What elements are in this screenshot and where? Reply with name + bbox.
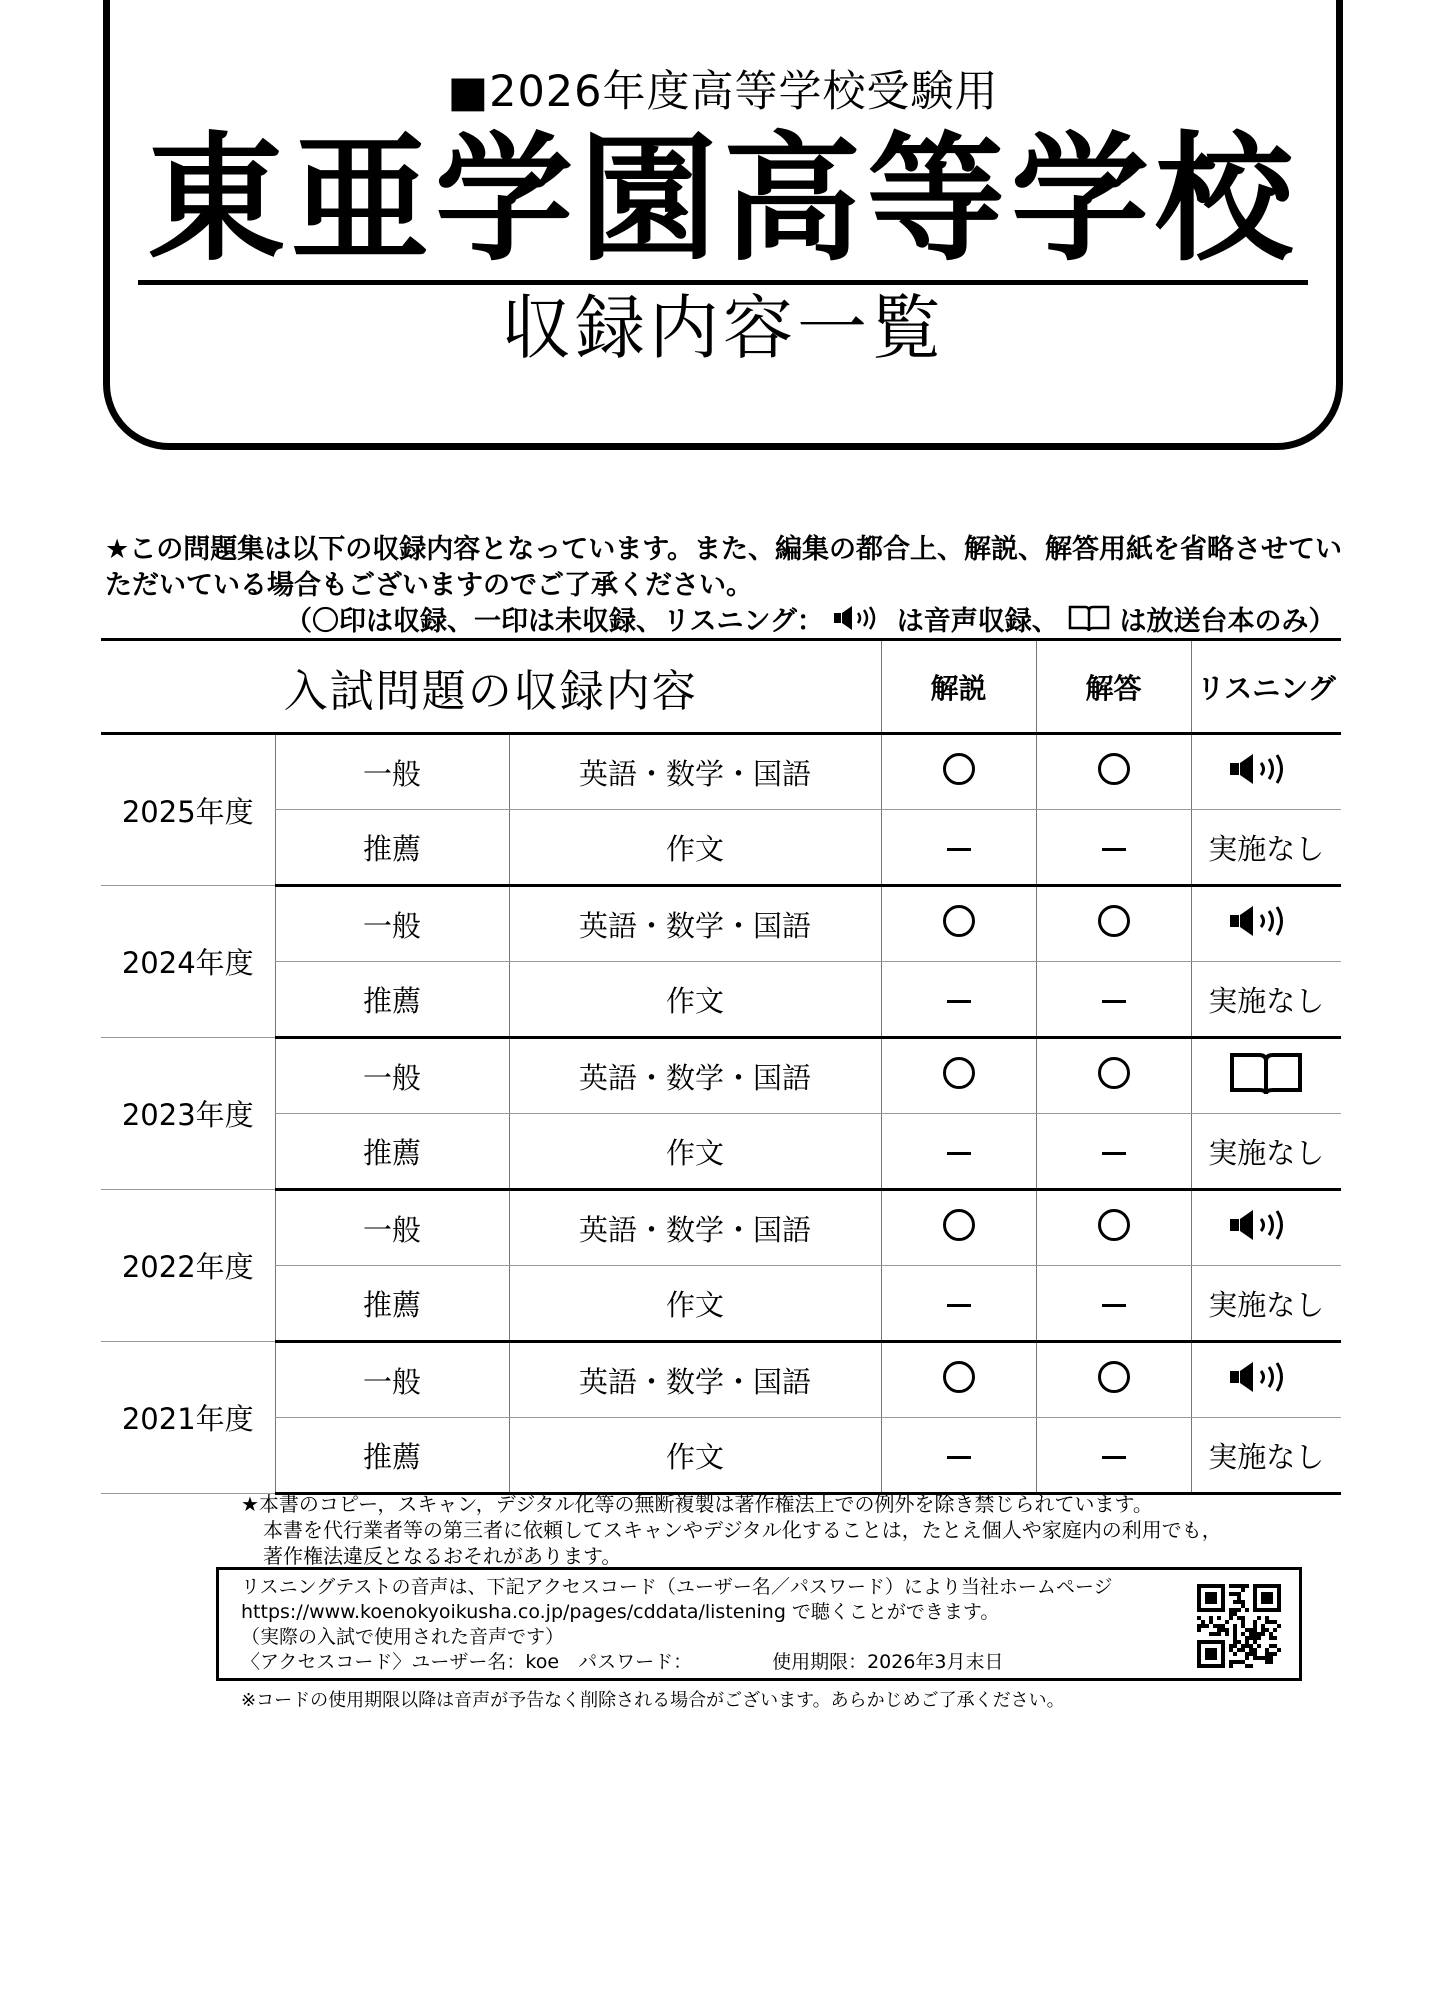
table-row [101, 1190, 1341, 1266]
year-cell: 2021年度 [101, 1342, 275, 1494]
open-book-icon [1068, 604, 1110, 641]
answer-cell [1036, 810, 1191, 886]
dash-mark-icon [1102, 1456, 1126, 1459]
listening-cell [1191, 1038, 1341, 1114]
subjects-cell: 作文 [509, 810, 881, 886]
explanation-cell [881, 1342, 1036, 1418]
listening-cell [1191, 810, 1341, 886]
notice-line-1: ★本書のコピー，スキャン，デジタル化等の無断複製は著作権法上での例外を除き禁じられています。 [241, 1492, 1153, 1516]
circle-mark-icon [1098, 753, 1130, 785]
table-header-row [101, 640, 1341, 734]
explanation-cell [881, 734, 1036, 810]
listening-cell [1191, 1342, 1341, 1418]
speaker-icon [1228, 904, 1304, 938]
dash-mark-icon [947, 1304, 971, 1307]
listening-cell [1191, 1418, 1341, 1494]
listening-cell [1191, 1190, 1341, 1266]
access-code-label: 〈アクセスコード〉ユーザー名：koe パスワード： [241, 1651, 693, 1673]
speaker-icon [1228, 759, 1304, 793]
table-row [101, 886, 1341, 962]
access-line-1: リスニングテストの音声は、下記アクセスコード（ユーザー名／パスワード）により当社ホームページ [241, 1576, 1113, 1598]
answer-cell [1036, 962, 1191, 1038]
circle-mark-icon [1098, 1361, 1130, 1393]
year-cell: 2022年度 [101, 1190, 275, 1342]
access-line-3: （実際の入試で使用された音声です） [241, 1626, 565, 1648]
listening-text: 実施なし [1208, 1439, 1325, 1474]
answer-cell [1036, 1266, 1191, 1342]
explanation-cell [881, 1114, 1036, 1190]
footnote: ※コードの使用期限以降は音声が予告なく削除される場合がございます。あらかじめご了承ください。 [241, 1690, 1065, 1711]
exam-type-cell: 一般 [275, 734, 509, 810]
table-row [101, 962, 1341, 1038]
access-line-2: https://www.koenokyoikusha.co.jp/pages/cddata/listening で聴くことができます。 [241, 1601, 1000, 1623]
copyright-notice [241, 1491, 1222, 1569]
listening-cell [1191, 1114, 1341, 1190]
circle-mark-icon [943, 905, 975, 937]
answer-cell [1036, 1038, 1191, 1114]
header-listening: リスニング [1191, 640, 1341, 734]
speaker-icon [833, 605, 887, 640]
answer-cell [1036, 1418, 1191, 1494]
table-row [101, 1266, 1341, 1342]
table-row [101, 734, 1341, 810]
subjects-cell: 英語・数学・国語 [509, 1038, 881, 1114]
listening-cell [1191, 1266, 1341, 1342]
dash-mark-icon [947, 1152, 971, 1155]
header-explanation: 解説 [881, 640, 1036, 734]
table-row [101, 1114, 1341, 1190]
exam-type-cell: 一般 [275, 1038, 509, 1114]
subjects-cell: 英語・数学・国語 [509, 734, 881, 810]
subjects-cell: 作文 [509, 1114, 881, 1190]
listening-text: 実施なし [1208, 1287, 1325, 1322]
answer-cell [1036, 1190, 1191, 1266]
subjects-cell: 作文 [509, 1266, 881, 1342]
dash-mark-icon [947, 848, 971, 851]
listening-text: 実施なし [1208, 983, 1325, 1018]
open-book-icon [1229, 1069, 1303, 1103]
speaker-icon [1228, 911, 1304, 945]
open-book-icon [1229, 1050, 1303, 1096]
legend-text-1: （〇印は収録、一印は未収録、リスニング： [285, 606, 824, 637]
listening-cell [1191, 734, 1341, 810]
answer-cell [1036, 1114, 1191, 1190]
qr-code-icon[interactable] [1197, 1584, 1281, 1668]
exam-type-cell: 推薦 [275, 1266, 509, 1342]
title-underline [138, 280, 1308, 285]
header-answer: 解答 [1036, 640, 1191, 734]
dash-mark-icon [1102, 1152, 1126, 1155]
school-name-title: 東亜学園高等学校 [146, 119, 1299, 280]
explanation-cell [881, 1038, 1036, 1114]
speaker-icon [1228, 1367, 1304, 1401]
exam-type-cell: 推薦 [275, 810, 509, 886]
exam-type-cell: 推薦 [275, 962, 509, 1038]
subjects-cell: 英語・数学・国語 [509, 1190, 881, 1266]
circle-mark-icon [943, 1057, 975, 1089]
subjects-cell: 作文 [509, 962, 881, 1038]
listening-text: 実施なし [1208, 1135, 1325, 1170]
access-expiry: 使用期限：2026年3月末日 [772, 1651, 1004, 1673]
table-row [101, 1038, 1341, 1114]
explanation-cell [881, 1266, 1036, 1342]
dash-mark-icon [1102, 848, 1126, 851]
legend-text-3: は放送台本のみ） [1119, 606, 1336, 637]
listening-cell [1191, 886, 1341, 962]
table-row [101, 810, 1341, 886]
notice-line-2: 本書を代行業者等の第三者に依頼してスキャンやデジタル化することは，たとえ個人や家庭内の利用でも， [263, 1518, 1222, 1542]
explanation-cell [881, 962, 1036, 1038]
speaker-icon [1228, 752, 1304, 786]
answer-cell [1036, 734, 1191, 810]
speaker-icon [1228, 1215, 1304, 1249]
access-code-line [241, 1650, 1113, 1675]
exam-type-cell: 推薦 [275, 1114, 509, 1190]
exam-type-cell: 推薦 [275, 1418, 509, 1494]
subjects-cell: 英語・数学・国語 [509, 1342, 881, 1418]
table-row [101, 1342, 1341, 1418]
year-cell: 2024年度 [101, 886, 275, 1038]
table-row [101, 1418, 1341, 1494]
circle-mark-icon [1098, 1057, 1130, 1089]
circle-mark-icon [943, 1361, 975, 1393]
answer-cell [1036, 886, 1191, 962]
dash-mark-icon [1102, 1000, 1126, 1003]
year-cell: 2025年度 [101, 734, 275, 886]
speaker-icon [1228, 1360, 1304, 1394]
explanation-cell [881, 810, 1036, 886]
subjects-cell: 作文 [509, 1418, 881, 1494]
explanation-cell [881, 1418, 1036, 1494]
notice-line-3: 著作権法違反となるおそれがあります。 [263, 1544, 622, 1568]
explanation-cell [881, 886, 1036, 962]
circle-mark-icon [1098, 905, 1130, 937]
dash-mark-icon [947, 1456, 971, 1459]
exam-type-cell: 一般 [275, 1342, 509, 1418]
subjects-cell: 英語・数学・国語 [509, 886, 881, 962]
year-cell: 2023年度 [101, 1038, 275, 1190]
access-code-box [216, 1567, 1302, 1681]
listening-cell [1191, 962, 1341, 1038]
dash-mark-icon [947, 1000, 971, 1003]
exam-year-label: ■2026年度高等学校受験用 [447, 67, 999, 117]
circle-mark-icon [943, 1209, 975, 1241]
legend-text-2: は音声収録、 [896, 606, 1059, 637]
speaker-icon [1228, 1208, 1304, 1242]
contents-table [101, 638, 1341, 1495]
dash-mark-icon [1102, 1304, 1126, 1307]
header-main: 入試問題の収録内容 [101, 640, 881, 734]
title-box [103, 0, 1343, 450]
intro-note: ★この問題集は以下の収録内容となっています。また、編集の都合上、解説、解答用紙を省略させていただいている場合もございますのでご了承ください。 [105, 534, 1343, 601]
circle-mark-icon [943, 753, 975, 785]
exam-type-cell: 一般 [275, 1190, 509, 1266]
answer-cell [1036, 1342, 1191, 1418]
listening-text: 実施なし [1208, 831, 1325, 866]
legend [285, 604, 1336, 641]
circle-mark-icon [1098, 1209, 1130, 1241]
explanation-cell [881, 1190, 1036, 1266]
exam-type-cell: 一般 [275, 886, 509, 962]
contents-list-subtitle: 収録内容一覧 [501, 287, 945, 369]
